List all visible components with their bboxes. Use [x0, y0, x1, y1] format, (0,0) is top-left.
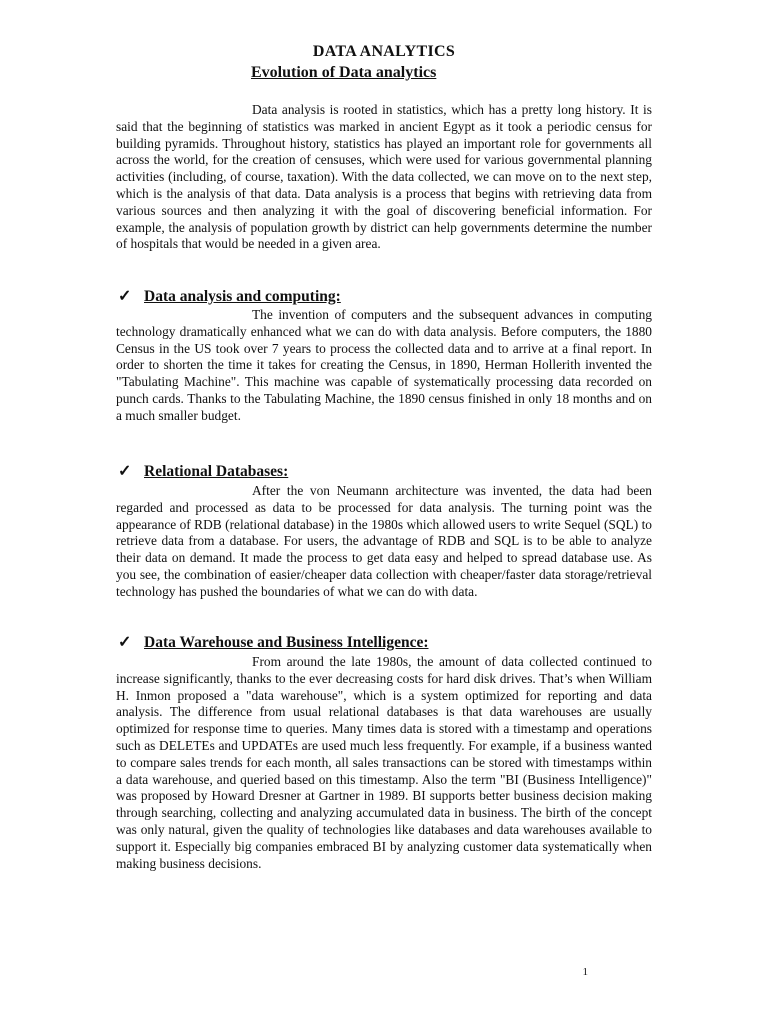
document-title: DATA ANALYTICS [312, 43, 456, 60]
section-heading-label: Data Warehouse and Business Intelligence: [144, 634, 429, 651]
section-paragraph-relational-databases: After the von Neumann architecture was invented, the data had been regarded and processed as data to be processed for data analysis. The turning point was the appearance of RDB (relational database) in the 1980s which allowed users to write Sequel (SQL) to retrieve data from a database. For users, the advantage of RDB and SQL is to be able to analyze their data on demand. It made the process to get data easy and helped to spread database use. As you see, the combination of easier/cheaper data collection with cheaper/faster data storage/retrieval technology has pushed the boundaries of what we can do with data. [116, 483, 652, 599]
section-paragraph-computing: The invention of computers and the subsequent advances in computing technology dramatically enhanced what we can do with data analysis. Before computers, the 1880 Census in the US took over 7 years to process the collected data and to arrive at a final report. In order to shorten the time it takes for creating the Census, in 1890, Herman Hollerith invented the "Tabulating Machine". This machine was capable of systematically processing data recorded on punch cards. Thanks to the Tabulating Machine, the 1890 census finished in only 18 months and on a much smaller budget. [116, 307, 652, 423]
checkmark-icon: ✓ [118, 288, 132, 305]
intro-paragraph: Data analysis is rooted in statistics, which has a pretty long history. It is said that the beginning of statistics was marked in ancient Egypt as it took a periodic census for building pyramids. Throughout history, statistics has played an important role for governments all across the world, for the creation of censuses, which were used for various governmental planning activities (including, of course, taxation). With the data collected, we can move on to the next step, which is the analysis of that data. Data analysis is a process that begins with retrieving data from various sources and then analyzing it with the goal of discovering beneficial information. For example, the analysis of population growth by district can help governments determine the number of hospitals that would be needed in a given area. [116, 102, 652, 252]
checkmark-icon: ✓ [118, 634, 132, 651]
section-heading-computing [118, 288, 341, 306]
section-heading-data-warehouse [118, 634, 429, 652]
section-paragraph-data-warehouse: From around the late 1980s, the amount of data collected continued to increase significantly, thanks to the ever decreasing costs for hard disk drives. That’s when William H. Inmon proposed a "data warehouse", which is a system optimized for reporting and data analysis. The difference from usual relational databases is that data warehouses are usually optimized for response time to queries. Many times data is stored with a timestamp and operations such as DELETEs and UPDATEs are used much less frequently. For example, if a business wanted to compare sales trends for each month, all sales transactions can be stored with timestamps within a data warehouse, and queried based on this timestamp. Also the term "BI (Business Intelligence)" was proposed by Howard Dresner at Gartner in 1989. BI supports better business decision making through searching, collecting and analyzing accumulated data in business. The birth of the concept was only natural, given the quality of technologies like databases and data warehouses available to support it. Especially big companies embraced BI by analyzing customer data systematically when making business decisions. [116, 654, 652, 871]
page-number: 1 [582, 966, 588, 978]
checkmark-icon: ✓ [118, 463, 132, 480]
section-heading-relational-databases [118, 463, 288, 481]
section-heading-label: Relational Databases: [144, 463, 289, 480]
section-heading-label: Data analysis and computing: [144, 288, 341, 305]
document-subtitle: Evolution of Data analytics [251, 64, 437, 81]
